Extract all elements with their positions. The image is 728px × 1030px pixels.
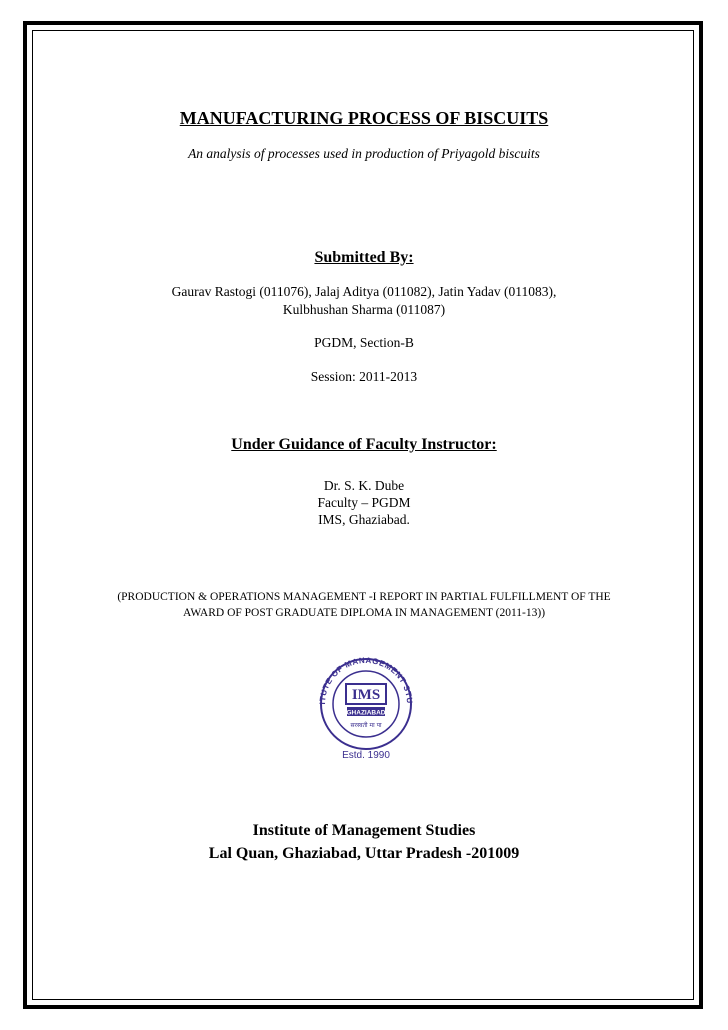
guidance-heading: Under Guidance of Faculty Instructor: — [231, 436, 497, 453]
report-description-line-2: AWARD OF POST GRADUATE DIPLOMA IN MANAGEMENT (2011-13)) — [182, 607, 546, 619]
faculty-role: Faculty – PGDM — [317, 495, 411, 510]
footer-institute-name: Institute of Management Studies — [252, 822, 476, 839]
document-subtitle: An analysis of processes used in production of Priyagold biscuits — [188, 146, 540, 161]
authors-line-2: Kulbhushan Sharma (011087) — [282, 302, 446, 317]
logo-initials: IMS — [351, 687, 381, 703]
report-description-line-1: (PRODUCTION & OPERATIONS MANAGEMENT -I REPORT IN PARTIAL FULFILLMENT OF THE — [117, 591, 611, 603]
logo-city: GHAZIABAD — [346, 709, 386, 717]
document-title: MANUFACTURING PROCESS OF BISCUITS — [179, 108, 549, 128]
institute-logo — [307, 654, 425, 762]
logo-ring-text: ITUTE OF MANAGEMENT STU — [317, 655, 415, 705]
ims-logo-emblem — [307, 654, 425, 762]
session-years: Session: 2011-2013 — [310, 369, 418, 384]
submitted-by-heading: Submitted By: — [314, 249, 414, 266]
program-section: PGDM, Section-B — [314, 335, 414, 350]
faculty-name: Dr. S. K. Dube — [323, 478, 405, 493]
footer-address: Lal Quan, Ghaziabad, Uttar Pradesh -201009 — [208, 845, 520, 862]
authors-line-1: Gaurav Rastogi (011076), Jalaj Aditya (011082), Jatin Yadav (011083), — [171, 284, 557, 299]
logo-motto: सरस्वती मा पा — [350, 722, 382, 729]
faculty-institute: IMS, Ghaziabad. — [318, 512, 410, 527]
logo-established: Estd. 1990 — [342, 750, 390, 761]
